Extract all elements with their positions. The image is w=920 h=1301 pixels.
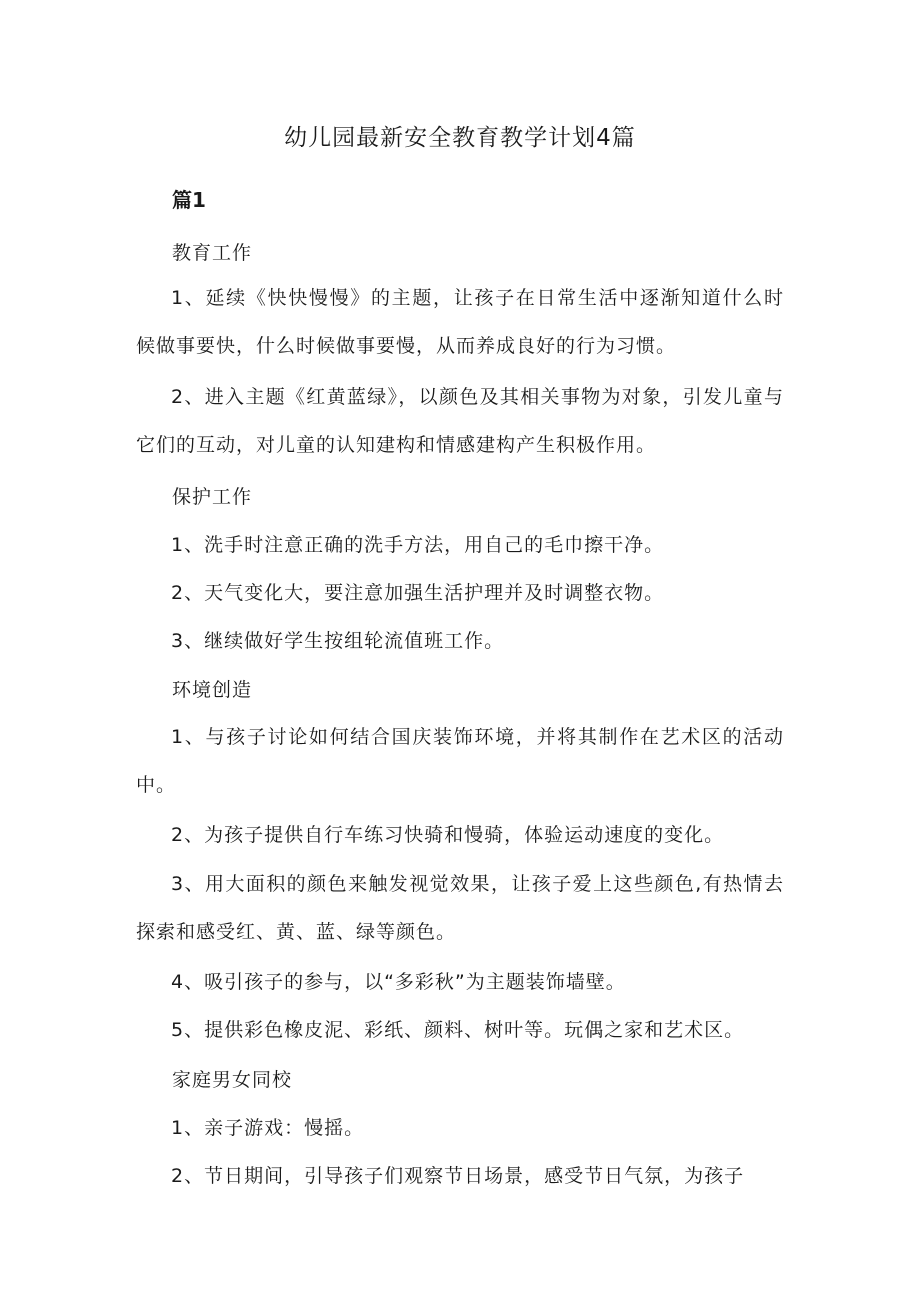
document-title: 幼儿园最新安全教育教学计划4篇 — [284, 125, 636, 151]
paragraph: 1、与孩子讨论如何结合国庆装饰环境，并将其制作在艺术区的活动中。 — [136, 726, 784, 796]
paragraph: 2、天气变化大，要注意加强生活护理并及时调整衣物。 — [171, 582, 665, 604]
section-heading-protection: 保护工作 — [172, 486, 253, 508]
paragraph: 3、用大面积的颜色来触发视觉效果，让孩子爱上这些颜色,有热情去探索和感受红、黄、蓝、绿等颜色。 — [136, 873, 784, 943]
paragraph: 2、节日期间，引导孩子们观察节日场景，感受节日气氛，为孩子 — [171, 1165, 745, 1187]
section-heading-education: 教育工作 — [172, 242, 253, 264]
paragraph: 1、亲子游戏：慢摇。 — [171, 1117, 365, 1139]
paragraph: 2、进入主题《红黄蓝绿》，以颜色及其相关事物为对象，引发儿童与它们的互动，对儿童的认知建构和情感建构产生积极作用。 — [136, 386, 784, 456]
paragraph: 3、继续做好学生按组轮流值班工作。 — [171, 630, 505, 652]
paragraph: 2、为孩子提供自行车练习快骑和慢骑，体验运动速度的变化。 — [171, 824, 725, 846]
section-heading-environment: 环境创造 — [172, 679, 253, 701]
paragraph: 5、提供彩色橡皮泥、彩纸、颜料、树叶等。玩偶之家和艺术区。 — [171, 1019, 745, 1041]
paragraph: 1、洗手时注意正确的洗手方法，用自己的毛巾擦干净。 — [171, 534, 665, 556]
section-heading-family: 家庭男女同校 — [172, 1069, 293, 1091]
paragraph: 1、延续《快快慢慢》的主题，让孩子在日常生活中逐渐知道什么时候做事要快，什么时候做事要慢，从而养成良好的行为习惯。 — [136, 287, 784, 357]
chapter-heading: 篇1 — [172, 188, 206, 212]
paragraph: 4、吸引孩子的参与，以“多彩秋”为主题装饰墙壁。 — [171, 971, 626, 993]
